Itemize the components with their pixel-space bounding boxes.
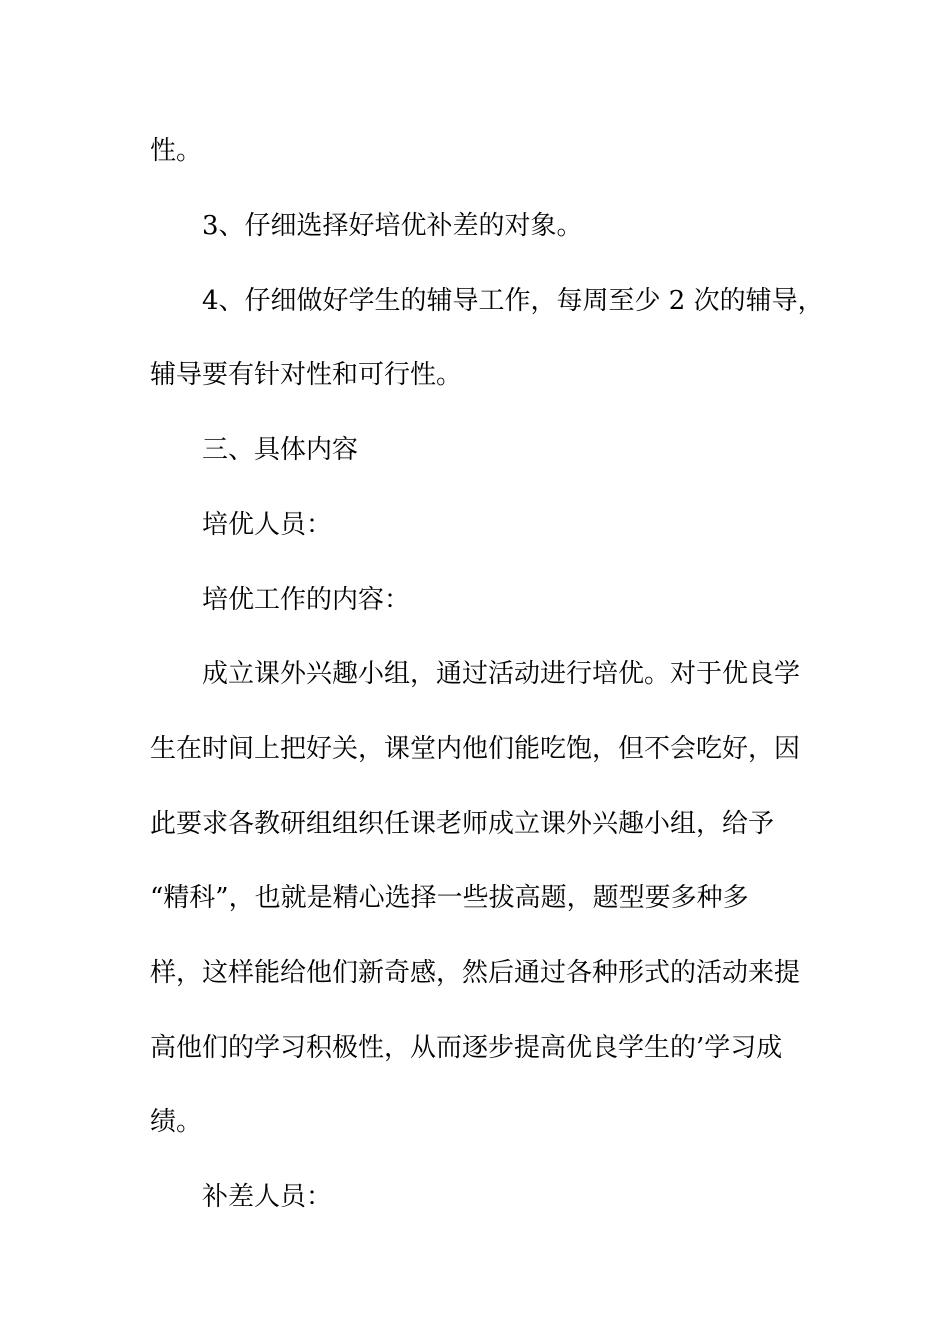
- text-line: 生在时间上把好关，课堂内他们能吃饱，但不会吃好，因: [150, 734, 801, 764]
- section-heading: 三、具体内容: [202, 435, 359, 465]
- text-line: 绩。: [150, 1107, 203, 1137]
- text-line: “精科”，也就是精心选择一些拔高题，题型要多种多: [150, 883, 749, 913]
- text-line: 3、仔细选择好培优补差的对象。: [202, 211, 583, 241]
- text-line: 培优人员：: [202, 510, 333, 540]
- text-line: 4、仔细做好学生的辅导工作，每周至少 2 次的辅导，: [202, 286, 824, 316]
- text-line: 成立课外兴趣小组，通过活动进行培优。对于优良学: [202, 659, 801, 689]
- text-line: 培优工作的内容：: [202, 585, 411, 615]
- text-line: 样，这样能给他们新奇感，然后通过各种形式的活动来提: [150, 958, 801, 988]
- text-line: 辅导要有针对性和可行性。: [150, 360, 463, 390]
- text-line: 补差人员：: [202, 1182, 333, 1212]
- text-line: 此要求各教研组组织任课老师成立课外兴趣小组，给予: [150, 809, 775, 839]
- text-line: 高他们的学习积极性，从而逐步提高优良学生的’学习成: [150, 1033, 783, 1063]
- text-line: 性。: [150, 136, 203, 166]
